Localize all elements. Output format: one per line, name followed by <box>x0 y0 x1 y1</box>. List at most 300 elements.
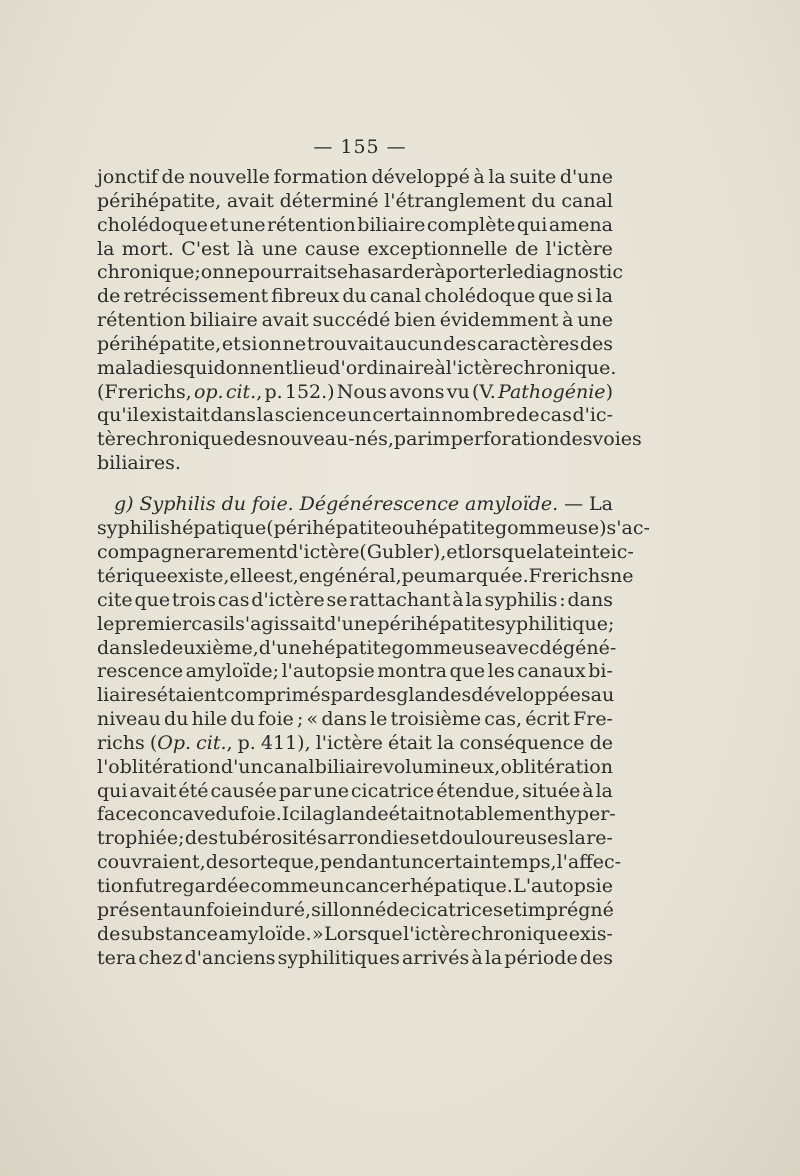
word: été <box>178 779 209 802</box>
text-line <box>97 356 617 381</box>
text-line <box>97 517 650 541</box>
word: d'ordinaire <box>328 356 435 379</box>
word: la <box>97 237 115 260</box>
word: foie <box>258 708 294 731</box>
word: l'oblitération <box>97 755 221 778</box>
word: lorsque <box>465 541 538 564</box>
word: déterminé <box>279 189 379 212</box>
word: Lorsque <box>324 922 403 945</box>
word: développées <box>471 684 591 707</box>
word: d'un <box>220 755 263 778</box>
word: est, <box>264 565 299 587</box>
word: re- <box>586 827 613 850</box>
paragraph <box>97 493 650 970</box>
word: exis- <box>568 922 613 945</box>
body-text <box>97 166 650 970</box>
word: du <box>531 189 556 212</box>
word: syphilis <box>97 517 170 540</box>
word: rétention <box>97 309 186 332</box>
word: amyloïde; <box>185 660 280 683</box>
word: du <box>164 708 189 731</box>
word: la <box>595 285 613 308</box>
word: rarement <box>196 541 287 564</box>
word: qui <box>516 213 548 236</box>
text-line <box>97 214 613 238</box>
word: certain <box>372 404 441 427</box>
word: foie. <box>251 493 294 516</box>
word: sillonné <box>311 898 387 921</box>
word: biliaire <box>189 309 258 332</box>
word: syphilitique; <box>495 612 615 635</box>
page-number: — 155 — <box>313 136 407 158</box>
word: cicatrice <box>350 779 435 802</box>
word: à <box>434 261 446 284</box>
word: avons <box>389 380 445 403</box>
word: cas, <box>484 708 523 731</box>
word: là <box>237 237 255 260</box>
word: l'affec- <box>556 851 622 874</box>
word: et <box>502 898 522 921</box>
word: que <box>449 660 486 683</box>
word: la <box>484 946 503 969</box>
word: la <box>256 404 275 427</box>
word: cas <box>540 404 572 427</box>
word: que, <box>278 851 320 874</box>
word: comme <box>250 874 320 897</box>
word: la <box>488 166 506 188</box>
word: située <box>522 779 581 802</box>
word: la <box>436 731 455 754</box>
word: syphilis <box>484 588 558 611</box>
word: amyloïde. <box>218 922 312 945</box>
word: exceptionnelle <box>367 237 508 260</box>
word: avait <box>129 779 177 802</box>
word: complète <box>426 213 516 236</box>
word: troisième <box>390 708 482 731</box>
word: Dégénérescence <box>299 493 460 516</box>
word: se <box>326 588 348 611</box>
word: un <box>347 404 372 427</box>
word: Frerichs <box>528 565 610 587</box>
word: une <box>313 779 349 802</box>
word: Ici <box>281 803 306 826</box>
word: donnent <box>213 356 293 379</box>
word: une <box>229 213 266 236</box>
text-line <box>97 309 613 333</box>
text-line <box>97 166 613 190</box>
word: cicatrices <box>409 898 503 921</box>
word: avait <box>261 309 309 332</box>
word: Syphilis <box>139 493 216 516</box>
word: biliaire <box>314 755 383 778</box>
word: à <box>471 946 483 969</box>
word: chronique <box>136 428 234 451</box>
word: canaux <box>517 660 586 683</box>
word: d'ic- <box>572 404 613 427</box>
word: on <box>200 261 225 284</box>
word: chronique. <box>513 356 617 379</box>
word: compagne <box>97 541 197 564</box>
word: (Op. <box>149 731 192 754</box>
word: s'ac- <box>606 517 650 540</box>
word: cite <box>97 588 133 611</box>
word: trouvait <box>306 332 383 355</box>
word: niveau <box>97 708 161 731</box>
word: écrit <box>525 708 570 731</box>
word: la <box>595 779 613 802</box>
word: maladies <box>97 356 183 379</box>
word: jonctif <box>97 166 158 188</box>
word: et <box>221 332 241 355</box>
word: substance <box>120 922 218 945</box>
word: cholédoque <box>424 285 536 308</box>
word: qui <box>182 356 214 379</box>
word: avec <box>495 636 540 659</box>
text-line <box>97 851 622 875</box>
word: l'étranglement <box>384 189 526 212</box>
word: périhépatite <box>377 612 496 635</box>
word: des <box>579 946 613 969</box>
word: (périhépatite <box>266 517 392 540</box>
paragraph-gap <box>97 476 613 494</box>
text-line <box>97 381 613 405</box>
word: 411), <box>260 731 311 754</box>
word: que <box>538 285 574 308</box>
word: térique <box>97 565 167 587</box>
word: Nous <box>336 380 387 403</box>
word: était <box>388 803 433 826</box>
word: d'une <box>258 636 312 659</box>
word: la <box>568 827 586 850</box>
word: étaient <box>156 684 225 707</box>
word: le <box>370 708 388 731</box>
word: des <box>363 684 397 707</box>
word: de <box>516 404 540 427</box>
word: rescence <box>97 660 184 683</box>
word: cancer <box>344 874 410 897</box>
word: douloureuses <box>439 827 569 850</box>
text-line <box>97 636 617 661</box>
word: des <box>233 428 267 451</box>
word: et <box>419 827 439 850</box>
word: le <box>506 261 524 284</box>
word: ne <box>224 261 248 284</box>
word: rattachant <box>349 588 451 611</box>
word: ou <box>391 517 416 540</box>
word: hépatique <box>169 517 267 540</box>
word: cause <box>304 237 360 260</box>
word: cas <box>191 612 223 635</box>
word: gommeuse <box>391 636 496 659</box>
word: était <box>387 731 432 754</box>
word: mort. <box>121 237 174 260</box>
word: trophiée; <box>97 827 185 850</box>
word: chronique <box>470 922 569 945</box>
word: qui <box>97 779 128 802</box>
word: syphilitiques <box>277 946 400 969</box>
word: canal <box>262 755 315 778</box>
word: les <box>487 660 515 683</box>
word: une <box>577 309 613 332</box>
word: canal <box>561 189 613 212</box>
word: cit., <box>196 731 233 754</box>
word: cas <box>217 588 250 611</box>
word: il <box>222 612 236 635</box>
word: avait <box>226 189 274 212</box>
word: un <box>398 851 424 874</box>
text-line <box>97 541 634 565</box>
word: face <box>97 803 138 826</box>
word: tera <box>97 946 137 969</box>
text-line <box>97 780 613 804</box>
word: de <box>97 285 121 308</box>
word: diagnostic <box>523 261 624 284</box>
text-line <box>97 285 613 309</box>
word: des <box>579 332 613 355</box>
word: elle <box>229 565 265 587</box>
word: d'ictère <box>251 588 325 611</box>
word: tère <box>97 428 137 451</box>
word: s'agissait <box>235 612 325 635</box>
word: à <box>434 356 446 379</box>
word: L'autopsie <box>513 874 613 897</box>
word: un <box>181 898 207 921</box>
word: montra <box>377 660 448 683</box>
word: existait <box>139 404 210 427</box>
word: concave <box>137 803 216 826</box>
word: l'autopsie <box>281 660 375 683</box>
word: arrivés <box>401 946 470 969</box>
word: l'ictère <box>545 237 613 260</box>
word: fut <box>134 874 162 897</box>
word: fibreux <box>271 285 340 308</box>
word: tion <box>97 874 135 897</box>
word: 152.) <box>284 380 335 403</box>
text-line <box>97 803 616 827</box>
word: si <box>576 285 593 308</box>
word: dans <box>97 636 143 659</box>
word: amena <box>548 213 613 236</box>
word: d'ictère <box>286 541 360 564</box>
word: du <box>230 708 255 731</box>
word: du <box>342 285 367 308</box>
word: en <box>298 565 323 587</box>
word: voies <box>592 428 642 451</box>
word: de <box>161 166 185 188</box>
word: période <box>504 946 578 969</box>
text-line <box>97 613 613 637</box>
word: Fre- <box>573 708 613 731</box>
word: premier <box>114 612 192 635</box>
word: tubérosités <box>218 827 327 850</box>
word: science <box>274 404 347 427</box>
word: de <box>386 898 410 921</box>
word: périhépatite, <box>97 332 222 355</box>
word: comprimés <box>224 684 331 707</box>
word: op. <box>193 380 224 403</box>
word: hépatite <box>311 636 392 659</box>
word: de <box>205 851 230 874</box>
word: teinte <box>554 541 611 564</box>
word: étendue, <box>436 779 521 802</box>
word: bien <box>394 309 436 332</box>
word: La <box>589 493 613 516</box>
word: que <box>134 588 171 611</box>
text-line <box>97 404 613 428</box>
word: imperforation <box>426 428 560 451</box>
word: l'ictère <box>403 922 471 945</box>
word: biliaires. <box>97 452 181 475</box>
word: vu <box>446 380 470 403</box>
word: à <box>452 588 464 611</box>
word: la <box>465 588 483 611</box>
text-line <box>97 238 613 262</box>
word: p. <box>264 380 283 403</box>
word: , <box>494 755 501 778</box>
word: par <box>393 428 427 451</box>
word: ne <box>609 565 634 587</box>
word: du <box>215 803 240 826</box>
word: suite <box>509 166 557 188</box>
word: « <box>306 708 319 731</box>
word: d'une <box>324 612 378 635</box>
word: chez <box>138 946 183 969</box>
word: causée <box>210 779 277 802</box>
word: rétention <box>266 213 356 236</box>
word: volumineux <box>383 755 495 778</box>
word: présenta <box>97 898 182 921</box>
text-line <box>97 493 613 517</box>
word: aucun <box>383 332 443 355</box>
word: des <box>559 428 593 451</box>
word: cholédoque <box>97 213 208 236</box>
word: par <box>330 684 364 707</box>
word: dégéné- <box>539 636 617 659</box>
word: à <box>562 309 574 332</box>
word: des <box>184 827 219 850</box>
word: d'une <box>559 166 613 188</box>
word: de <box>589 731 613 754</box>
word: trois <box>171 588 216 611</box>
word: de <box>514 237 539 260</box>
word: (Frerichs, <box>97 380 192 403</box>
word: certain <box>423 851 492 874</box>
word: foie <box>206 898 242 921</box>
word: — <box>564 493 584 516</box>
word: et <box>209 213 229 236</box>
word: conséquence <box>459 731 585 754</box>
word: développé <box>371 166 470 188</box>
word: général, <box>322 565 402 587</box>
word: sorte <box>229 851 279 874</box>
word: au <box>590 684 615 707</box>
word: évidemment <box>439 309 559 332</box>
word: d'anciens <box>184 946 276 969</box>
text-line <box>97 684 613 708</box>
word: dans <box>567 588 613 611</box>
text-line <box>97 827 613 851</box>
word: formation <box>273 166 368 188</box>
word: une <box>261 237 298 260</box>
text-line <box>97 565 634 589</box>
word: biliaire <box>357 213 426 236</box>
word: arrondies <box>327 827 420 850</box>
text-line <box>97 589 613 613</box>
text-line <box>97 261 624 285</box>
word: et <box>446 541 466 564</box>
paragraph <box>97 166 642 476</box>
text-line <box>97 732 613 756</box>
word: richs <box>97 731 145 754</box>
word: g) <box>114 493 134 516</box>
word: caractères <box>477 332 580 355</box>
word: ; <box>296 708 304 731</box>
word: si <box>241 332 258 355</box>
word: amyloïde. <box>465 493 559 516</box>
word: liaires <box>97 684 157 707</box>
word: de <box>97 922 121 945</box>
word: dans <box>210 404 257 427</box>
word: deuxième, <box>159 636 259 659</box>
word: » <box>312 922 324 945</box>
word: gommeuse) <box>495 517 607 540</box>
text-line <box>97 899 613 923</box>
word: ne <box>282 332 307 355</box>
text-line <box>97 428 642 452</box>
word: dans <box>321 708 367 731</box>
word: porter <box>445 261 507 284</box>
word: (Gubler), <box>359 541 447 564</box>
word: l'ictère <box>445 356 513 379</box>
word: (V. <box>471 380 496 403</box>
word: par <box>278 779 312 802</box>
word: couvraient, <box>97 851 206 874</box>
word: la <box>537 541 555 564</box>
word: retrécissement <box>123 285 269 308</box>
word: périhépatite, <box>97 189 222 212</box>
word: un <box>319 874 345 897</box>
word: le <box>97 612 115 635</box>
word: se <box>326 261 348 284</box>
word: l'ictère <box>315 731 383 754</box>
word: chronique; <box>97 261 201 284</box>
word: hépatite <box>415 517 495 540</box>
word: oblitération <box>500 755 613 778</box>
word: nouveau-nés, <box>266 428 394 451</box>
word: bi- <box>588 660 613 683</box>
text-line <box>97 875 613 899</box>
word: induré, <box>241 898 312 921</box>
word: C'est <box>181 237 230 260</box>
word: nouvelle <box>188 166 270 188</box>
word: hile <box>191 708 228 731</box>
word: peu <box>401 565 438 587</box>
word: le <box>142 636 160 659</box>
word: cit., <box>225 380 263 403</box>
word: foie. <box>239 803 282 826</box>
word: glandes <box>396 684 472 707</box>
word: canal <box>369 285 422 308</box>
word: la <box>306 803 324 826</box>
word: imprégné <box>521 898 614 921</box>
word: lieu <box>292 356 329 379</box>
word: pendant <box>319 851 399 874</box>
word: marquée. <box>437 565 529 587</box>
word: qu'il <box>97 404 139 427</box>
word: nombre <box>441 404 516 427</box>
word: des <box>443 332 477 355</box>
word: temps, <box>491 851 557 874</box>
